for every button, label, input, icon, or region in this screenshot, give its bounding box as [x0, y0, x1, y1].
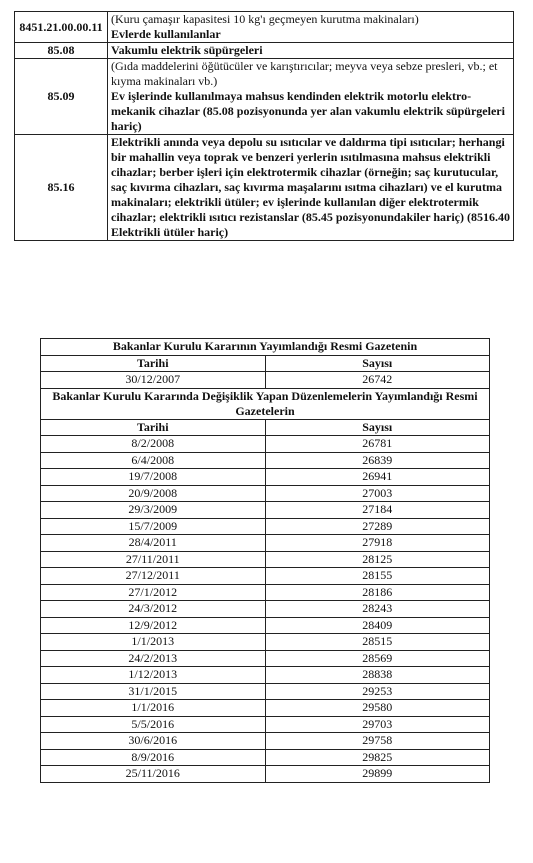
- amendment-date: 28/4/2011: [41, 535, 266, 552]
- amendment-row: [41, 485, 490, 502]
- amendment-number: 28243: [265, 601, 490, 618]
- amendment-number: 28515: [265, 634, 490, 651]
- amendment-row: [41, 551, 490, 568]
- tariff-row: [15, 12, 514, 43]
- amendment-row: [41, 634, 490, 651]
- amendment-number: 29758: [265, 733, 490, 750]
- amendment-date: 29/3/2009: [41, 502, 266, 519]
- amendment-number: 28569: [265, 650, 490, 667]
- amendment-date: 6/4/2008: [41, 452, 266, 469]
- amendment-number: 27003: [265, 485, 490, 502]
- amendment-row: [41, 716, 490, 733]
- amendment-row: [41, 584, 490, 601]
- amendment-row: [41, 733, 490, 750]
- amendment-date: 8/2/2008: [41, 436, 266, 453]
- description-note-text: (Kuru çamaşır kapasitesi 10 kg'ı geçmeyen kurutma makinaları): [111, 12, 419, 26]
- tariff-code: 85.16: [15, 135, 108, 241]
- amendment-date: 5/5/2016: [41, 716, 266, 733]
- tariff-row: [15, 43, 514, 59]
- amendment-number: 29253: [265, 683, 490, 700]
- amend-number-column-header: Sayısı: [265, 419, 490, 436]
- tariff-description: [108, 59, 514, 135]
- amendment-row: [41, 766, 490, 783]
- amend-date-column-header: Tarihi: [41, 419, 266, 436]
- description-bold-text: Evlerde kullanılanlar: [111, 27, 221, 41]
- amendment-row: [41, 601, 490, 618]
- amendment-date: 30/6/2016: [41, 733, 266, 750]
- tariff-row: [15, 59, 514, 135]
- original-date: 30/12/2007: [41, 372, 266, 389]
- amendment-row: [41, 568, 490, 585]
- amendment-number: 29580: [265, 700, 490, 717]
- date-column-header: Tarihi: [41, 355, 266, 372]
- description-bold-text: Elektrikli anında veya depolu su ısıtıcılar ve daldırma tipi ısıtıcılar; herhangi bir mahallin veya toprak ve benzeri yerlerin ısıtılmasına mahsus elektrikli cihazlar; berber işleri için elektrotermik cihazlar (örneğin; saç kurutucular, saç kıvırma cihazları, saç kıvırma maşalarını ısıtma cihazları) ve el kurutma makinaları; elektrikli ütüler; ev işlerinde kullanılan diğer elektrotermik cihazlar; elektrikli ısıtıcı rezistanslar (85.45 pozisyonundakiler hariç) (8516.40 Elektrikli ütüler hariç): [111, 135, 510, 239]
- gazette-title: Bakanlar Kurulu Kararının Yayımlandığı Resmi Gazetenin: [41, 339, 490, 356]
- amendment-date: 19/7/2008: [41, 469, 266, 486]
- amendment-row: [41, 650, 490, 667]
- tariff-table-body: [15, 12, 514, 241]
- amendment-date: 24/2/2013: [41, 650, 266, 667]
- amendment-row: [41, 700, 490, 717]
- amendment-date: 31/1/2015: [41, 683, 266, 700]
- amendment-date: 15/7/2009: [41, 518, 266, 535]
- amendment-number: 29703: [265, 716, 490, 733]
- amendment-row: [41, 617, 490, 634]
- amendment-row: [41, 683, 490, 700]
- amendment-date: 8/9/2016: [41, 749, 266, 766]
- gazette-table-body: [41, 339, 490, 783]
- amendment-number: 28125: [265, 551, 490, 568]
- tariff-description: [108, 43, 514, 59]
- amendment-row: [41, 518, 490, 535]
- amendment-number: 27184: [265, 502, 490, 519]
- description-bold-text: Vakumlu elektrik süpürgeleri: [111, 43, 263, 57]
- amendment-date: 1/1/2016: [41, 700, 266, 717]
- amendment-number: 28186: [265, 584, 490, 601]
- amendment-date: 27/1/2012: [41, 584, 266, 601]
- amendment-number: 26941: [265, 469, 490, 486]
- amendments-title: Bakanlar Kurulu Kararında Değişiklik Yapan Düzenlemelerin Yayımlandığı Resmi Gazetelerin: [41, 388, 490, 419]
- amendment-row: [41, 469, 490, 486]
- gazette-title-row: [41, 339, 490, 356]
- original-decision-row: [41, 372, 490, 389]
- tariff-table: [14, 11, 514, 241]
- original-number: 26742: [265, 372, 490, 389]
- amendment-date: 27/11/2011: [41, 551, 266, 568]
- tariff-code: 85.08: [15, 43, 108, 59]
- amendment-row: [41, 749, 490, 766]
- tariff-code: 85.09: [15, 59, 108, 135]
- amendment-row: [41, 452, 490, 469]
- amendment-row: [41, 436, 490, 453]
- amendment-number: 27918: [265, 535, 490, 552]
- amendment-date: 25/11/2016: [41, 766, 266, 783]
- description-bold-text: Ev işlerinde kullanılmaya mahsus kendinden elektrik motorlu elektro-mekanik cihazlar (85.08 pozisyonunda yer alan vakumlu elektrik süpürgeleri hariç): [111, 89, 505, 133]
- amendment-number: 27289: [265, 518, 490, 535]
- amendment-number: 29825: [265, 749, 490, 766]
- amendments-title-row: [41, 388, 490, 419]
- amendment-number: 28838: [265, 667, 490, 684]
- amendments-header-row: [41, 419, 490, 436]
- tariff-description: [108, 12, 514, 43]
- number-column-header: Sayısı: [265, 355, 490, 372]
- amendment-date: 27/12/2011: [41, 568, 266, 585]
- amendment-date: 1/1/2013: [41, 634, 266, 651]
- description-note-text: (Gıda maddelerini öğütücüler ve karıştırıcılar; meyva veya sebze presleri, vb.; et kıyma makinaları vb.): [111, 59, 498, 88]
- tariff-description: [108, 135, 514, 241]
- gazette-table: [40, 338, 490, 783]
- amendment-number: 28155: [265, 568, 490, 585]
- amendment-number: 29899: [265, 766, 490, 783]
- amendment-date: 1/12/2013: [41, 667, 266, 684]
- tariff-row: [15, 135, 514, 241]
- amendment-row: [41, 535, 490, 552]
- amendment-date: 20/9/2008: [41, 485, 266, 502]
- amendment-date: 24/3/2012: [41, 601, 266, 618]
- amendment-date: 12/9/2012: [41, 617, 266, 634]
- amendment-number: 26839: [265, 452, 490, 469]
- amendment-number: 28409: [265, 617, 490, 634]
- amendment-number: 26781: [265, 436, 490, 453]
- tariff-code: 8451.21.00.00.11: [15, 12, 108, 43]
- amendment-row: [41, 502, 490, 519]
- amendment-row: [41, 667, 490, 684]
- gazette-header-row: [41, 355, 490, 372]
